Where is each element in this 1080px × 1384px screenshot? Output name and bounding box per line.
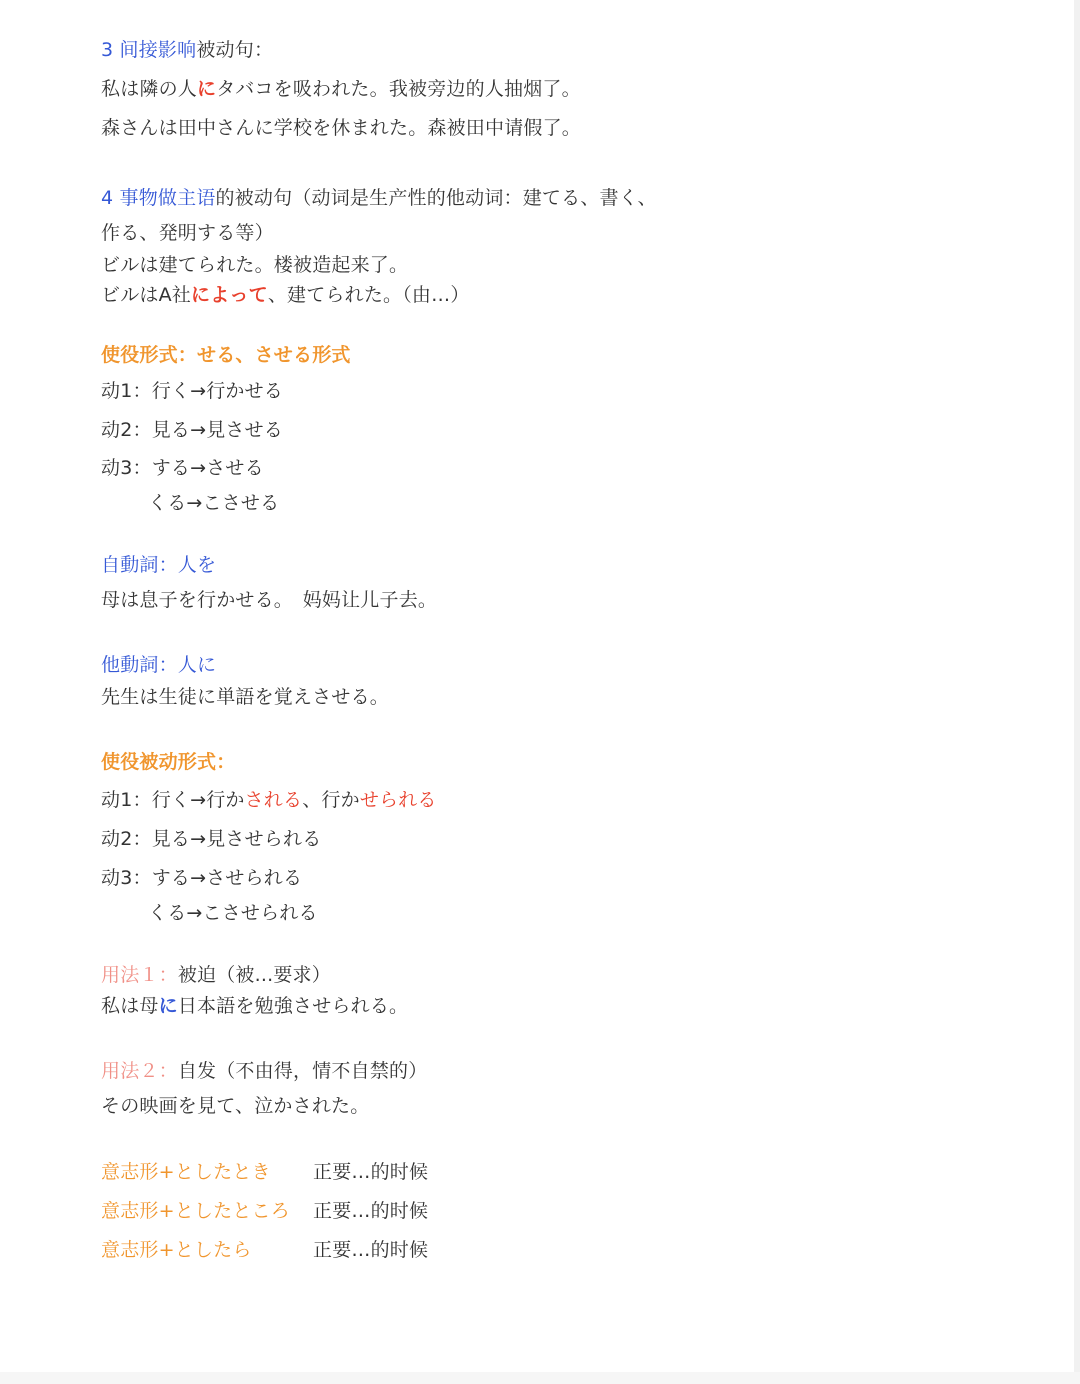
causative-passive-verb-1 xyxy=(101,788,437,812)
sec4-ex2-a: ビルはA社 xyxy=(101,284,191,306)
usage2-example: その映画を見て、泣かされた。 xyxy=(101,1095,370,1117)
sec4-heading-line2: 作る、発明する等） xyxy=(101,222,274,244)
causative-passive-verb-3: 动3：する→させられる xyxy=(101,867,303,889)
sec3-ex1-a: 私は隣の人 xyxy=(101,78,198,100)
volitional-meaning: 正要…的时候 xyxy=(313,1161,429,1183)
cp-v1-serareru: せられる xyxy=(359,789,437,811)
volitional-meaning: 正要…的时候 xyxy=(313,1239,429,1261)
sec4-ex2-b: 、建てられた。（由…） xyxy=(267,284,470,306)
sec3-heading xyxy=(101,38,273,62)
sec3-ex1-particle: に xyxy=(197,78,217,100)
sec4-example-2 xyxy=(101,283,470,307)
volitional-row xyxy=(101,1238,429,1262)
causative-heading: 使役形式：せる、させる形式 xyxy=(101,344,351,366)
usage1-ex-particle: に xyxy=(158,995,178,1017)
sec3-heading-rest: 被动句： xyxy=(196,39,274,61)
usage2-heading xyxy=(101,1059,427,1083)
sec4-heading xyxy=(101,186,657,210)
volitional-row xyxy=(101,1199,429,1223)
transitive-heading: 他動詞：人に xyxy=(101,654,217,676)
sec3-heading-num: 3 间接影响 xyxy=(101,39,197,61)
sec3-ex1-b: タバコを吸われた。我被旁边的人抽烟了。 xyxy=(216,78,581,100)
cp-v1-a: 动1：行く→行か xyxy=(101,789,245,811)
volitional-row xyxy=(101,1160,429,1184)
page-edge-bottom xyxy=(0,1372,1080,1384)
usage1-example xyxy=(101,994,408,1018)
usage2-label: 用法２： xyxy=(101,1060,178,1082)
cp-v1-mid: 、行か xyxy=(302,789,360,811)
intransitive-heading: 自動詞：人を xyxy=(101,554,217,576)
sec4-heading-num: 4 事物做主语 xyxy=(101,187,216,209)
usage1-ex-a: 私は母 xyxy=(101,995,159,1017)
sec3-example-1 xyxy=(101,77,581,101)
usage2-meaning: 自发（不由得，情不自禁的） xyxy=(177,1060,428,1082)
sec4-heading-rest: 的被动句（动词是生产性的他动词：建てる、書く、 xyxy=(215,187,657,209)
causative-verb-3: 动3：する→させる xyxy=(101,457,264,479)
causative-verb-2: 动2：見る→見させる xyxy=(101,419,284,441)
usage1-ex-b: 日本語を勉強させられる。 xyxy=(177,995,409,1017)
volitional-meaning: 正要…的时候 xyxy=(313,1200,429,1222)
transitive-example: 先生は生徒に単語を覚えさせる。 xyxy=(101,686,390,708)
volitional-form: 意志形+としたところ xyxy=(101,1200,290,1222)
usage1-heading xyxy=(101,963,331,987)
usage1-meaning: 被迫（被...要求） xyxy=(177,964,331,986)
volitional-form: 意志形+としたとき xyxy=(101,1161,271,1183)
causative-passive-verb-3b: くる→こさせられる xyxy=(148,902,318,924)
causative-passive-heading: 使役被动形式： xyxy=(101,751,236,773)
usage1-label: 用法１： xyxy=(101,964,178,986)
intransitive-example: 母は息子を行かせる。 妈妈让儿子去。 xyxy=(101,589,438,611)
cp-v1-sareru: される xyxy=(244,789,303,811)
page-edge-right xyxy=(1074,0,1080,1384)
sec4-ex2-particle: によって xyxy=(191,284,268,306)
causative-passive-verb-2: 动2：見る→見させられる xyxy=(101,828,322,850)
volitional-form: 意志形+としたら xyxy=(101,1239,252,1261)
causative-verb-1: 动1：行く→行かせる xyxy=(101,380,284,402)
sec4-example-1: ビルは建てられた。楼被造起来了。 xyxy=(101,254,409,276)
sec3-example-2: 森さんは田中さんに学校を休まれた。森被田中请假了。 xyxy=(101,117,582,139)
causative-verb-3b: くる→こさせる xyxy=(148,492,280,514)
